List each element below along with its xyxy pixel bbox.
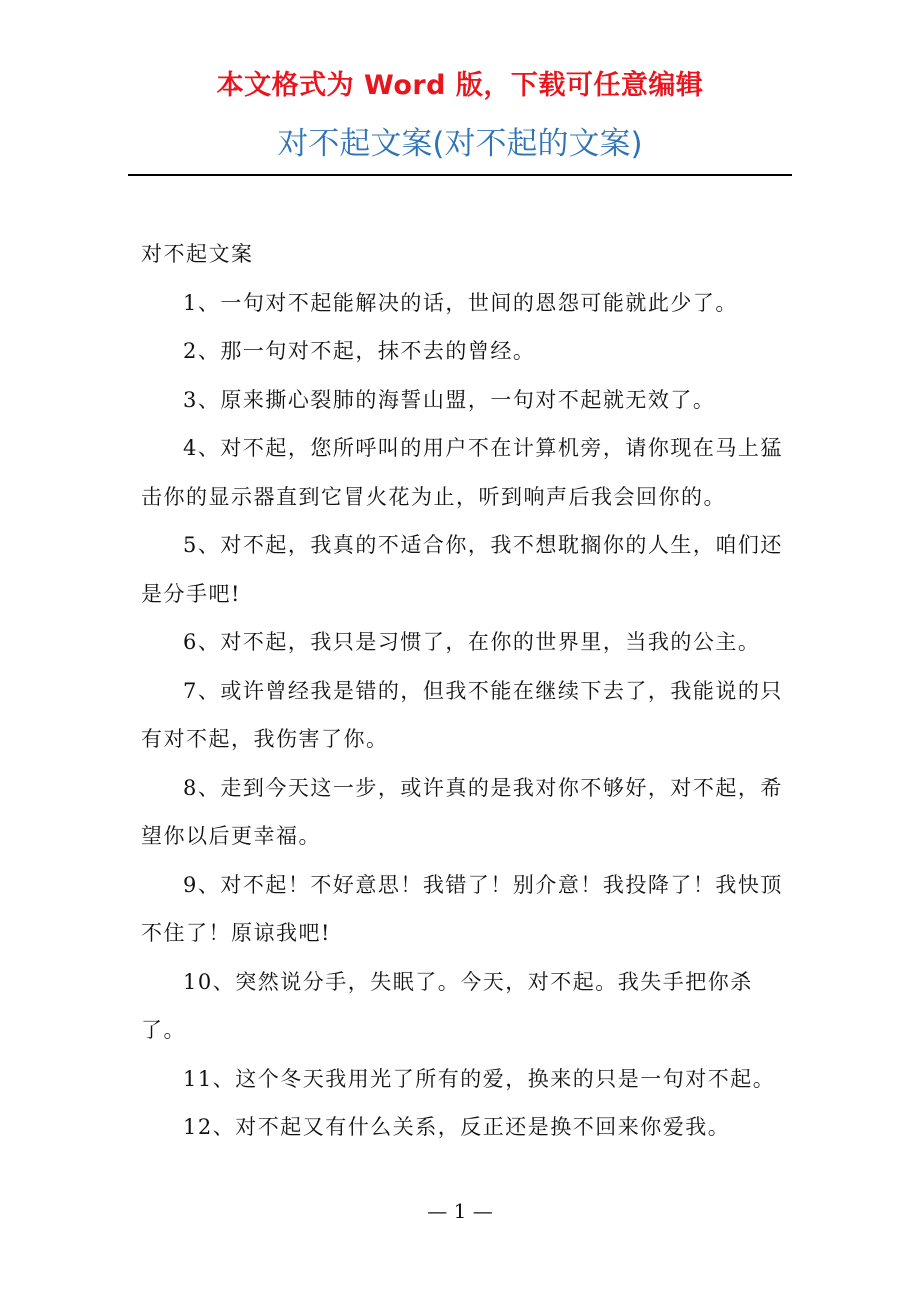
list-item: 11、这个冬天我用光了所有的爱，换来的只是一句对不起。 — [183, 1066, 776, 1091]
list-item: 6、对不起，我只是习惯了，在你的世界里，当我的公主。 — [183, 630, 761, 654]
list-item: 10、突然说分手，失眠了。今天，对不起。我失手把你杀了。 — [141, 969, 753, 1042]
format-notice-banner: 本文格式为 Word 版，下载可任意编辑 — [216, 70, 704, 101]
list-item: 1、一句对不起能解决的话，世间的恩怨可能就此少了。 — [183, 290, 738, 315]
list-item: 3、原来撕心裂肺的海誓山盟，一句对不起就无效了。 — [183, 387, 716, 412]
page-number: — 1 — — [427, 1199, 493, 1223]
title-divider — [128, 174, 792, 176]
list-item: 7、或许曾经我是错的，但我不能在继续下去了，我能说的只有对不起，我伤害了你。 — [141, 678, 783, 751]
list-item: 5、对不起，我真的不适合你，我不想耽搁你的人生，咱们还是分手吧! — [141, 533, 783, 606]
document-title: 对不起文案(对不起的文案) — [277, 126, 643, 162]
list-item: 12、对不起又有什么关系，反正还是换不回来你爱我。 — [183, 1115, 731, 1139]
list-item: 9、对不起！不好意思！我错了！别介意！我投降了！我快顶不住了！原谅我吧! — [141, 872, 783, 945]
list-item: 8、走到今天这一步，或许真的是我对你不够好，对不起，希望你以后更幸福。 — [141, 775, 783, 848]
list-item: 2、那一句对不起，抹不去的曾经。 — [183, 339, 536, 363]
section-heading: 对不起文案 — [141, 242, 254, 266]
document-body — [141, 230, 786, 1152]
list-item: 4、对不起，您所呼叫的用户不在计算机旁，请你现在马上猛击你的显示器直到它冒火花为止，听到响声后我会回你的。 — [141, 436, 783, 509]
